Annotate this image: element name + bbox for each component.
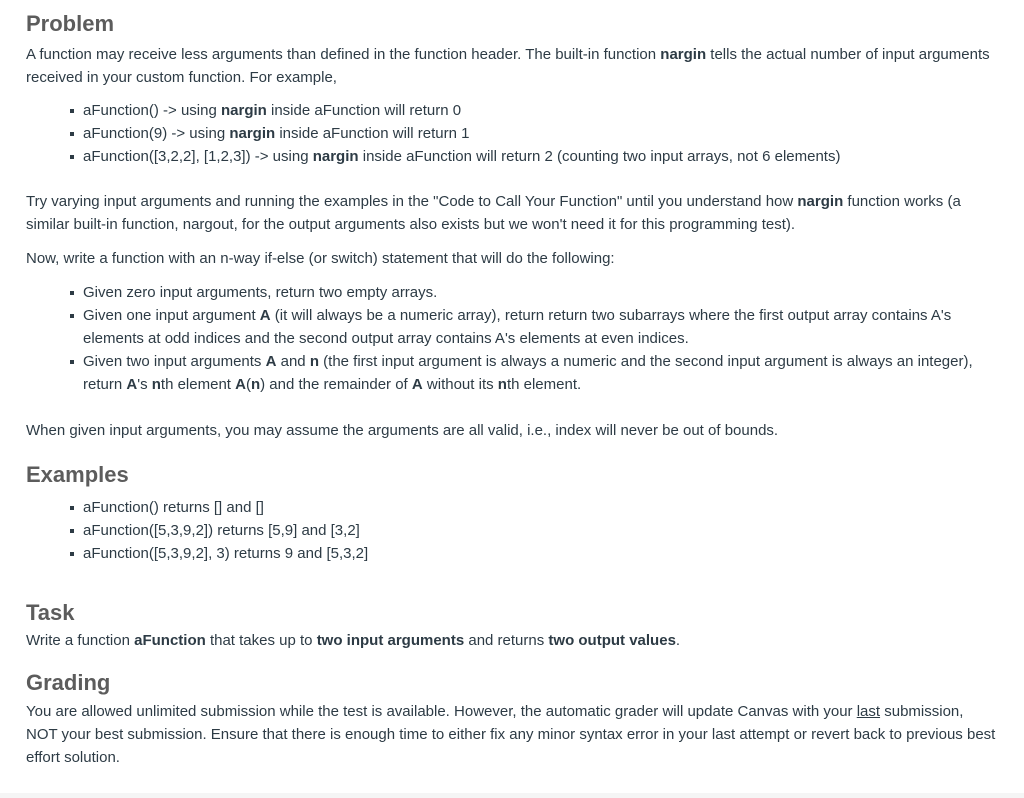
nargin-keyword: nargin: [229, 125, 276, 142]
item-text: aFunction(9) -> using: [83, 125, 230, 142]
rule-text: without its: [422, 376, 498, 393]
intro-text: A function may receive less arguments than defined in the function header. The built-in function: [26, 46, 661, 63]
assumption-paragraph: When given input arguments, you may assume the arguments are all valid, i.e., index will never be out of bounds.: [26, 422, 779, 439]
now-paragraph: Now, write a function with an n-way if-else (or switch) statement that will do the following:: [26, 250, 615, 267]
task-text: and returns: [464, 632, 549, 649]
bold-term: n: [250, 376, 261, 393]
item-text: inside aFunction will return 1: [275, 125, 470, 142]
bold-term: A: [265, 353, 277, 370]
list-item: [83, 145, 998, 168]
intro-paragraph: [26, 43, 998, 89]
nargin-examples-list: [26, 99, 998, 168]
rule-text: th element.: [506, 376, 582, 393]
task-text: Write a function: [26, 632, 135, 649]
rule-text: and: [276, 353, 310, 370]
item-text: aFunction([3,2,2], [1,2,3]) -> using: [83, 148, 313, 165]
bold-term: A: [126, 376, 138, 393]
task-heading: Task: [26, 600, 75, 625]
nargin-keyword: nargin: [797, 193, 844, 210]
list-item: [83, 281, 998, 304]
bold-term: A: [259, 307, 271, 324]
grading-text: You are allowed unlimited submission while the test is available. However, the automatic grader will update Canvas with your: [26, 703, 857, 720]
rule-text: ) and the remainder of: [260, 376, 412, 393]
rule-text: th element: [160, 376, 236, 393]
bold-term: two input arguments: [316, 632, 465, 649]
rule-text: Given zero input arguments, return two empty arrays.: [83, 284, 438, 301]
try-paragraph: [26, 190, 998, 236]
bold-term: two output values: [548, 632, 676, 649]
bold-term: aFunction: [134, 632, 206, 649]
page-bottom-edge: [0, 793, 1024, 798]
list-item: aFunction() returns [] and []: [83, 496, 998, 519]
rule-text: (it will always be a numeric array), return return two subarrays where the first output array contains A's elements at odd indices and the second output array contains A's elements at even indices.: [83, 307, 952, 347]
rule-text: Given two input arguments: [83, 353, 266, 370]
bold-term: A: [411, 376, 423, 393]
list-item: aFunction([5,3,9,2]) returns [5,9] and [3,2]: [83, 519, 998, 542]
grading-paragraph: [26, 700, 998, 769]
task-text: .: [675, 632, 681, 649]
intro-text: tells the actual number of input arguments received in your custom function. For example,: [26, 46, 990, 86]
rule-text: (: [245, 376, 251, 393]
try-text: Try varying input arguments and running the examples in the "Code to Call Your Function" until you understand how: [26, 193, 798, 210]
bold-term: n: [497, 376, 507, 393]
list-item: [83, 122, 998, 145]
examples-heading: Examples: [26, 462, 129, 487]
bold-term: A: [235, 376, 246, 393]
rule-text: (the first input argument is always a numeric and the second input argument is always an integer), return: [83, 353, 973, 393]
underlined-term: last: [856, 703, 881, 720]
rule-text: 's: [137, 376, 152, 393]
rules-list: [26, 281, 998, 396]
task-text: that takes up to: [205, 632, 317, 649]
grading-text: submission, NOT your best submission. Ensure that there is enough time to either fix any minor syntax error in your last attempt or revert back to previous best effort solution.: [26, 703, 996, 766]
item-text: inside aFunction will return 2 (counting two input arrays, not 6 elements): [358, 148, 841, 165]
problem-heading: Problem: [26, 11, 115, 36]
rule-text: Given one input argument: [83, 307, 260, 324]
list-item: [83, 350, 998, 396]
grading-heading: Grading: [26, 670, 111, 695]
list-item: [83, 304, 998, 350]
nargin-keyword: nargin: [220, 102, 267, 119]
try-text: function works (a similar built-in function, nargout, for the output arguments also exists but we won't need it for this programming test).: [26, 193, 961, 233]
examples-list: [26, 496, 998, 565]
nargin-keyword: nargin: [660, 46, 707, 63]
list-item: aFunction([5,3,9,2], 3) returns 9 and [5,3,2]: [83, 542, 998, 565]
bold-term: n: [151, 376, 161, 393]
list-item: [83, 99, 998, 122]
item-text: inside aFunction will return 0: [266, 102, 462, 119]
nargin-keyword: nargin: [312, 148, 359, 165]
bold-term: n: [309, 353, 319, 370]
task-paragraph: [26, 629, 998, 652]
item-text: aFunction() -> using: [83, 102, 221, 119]
